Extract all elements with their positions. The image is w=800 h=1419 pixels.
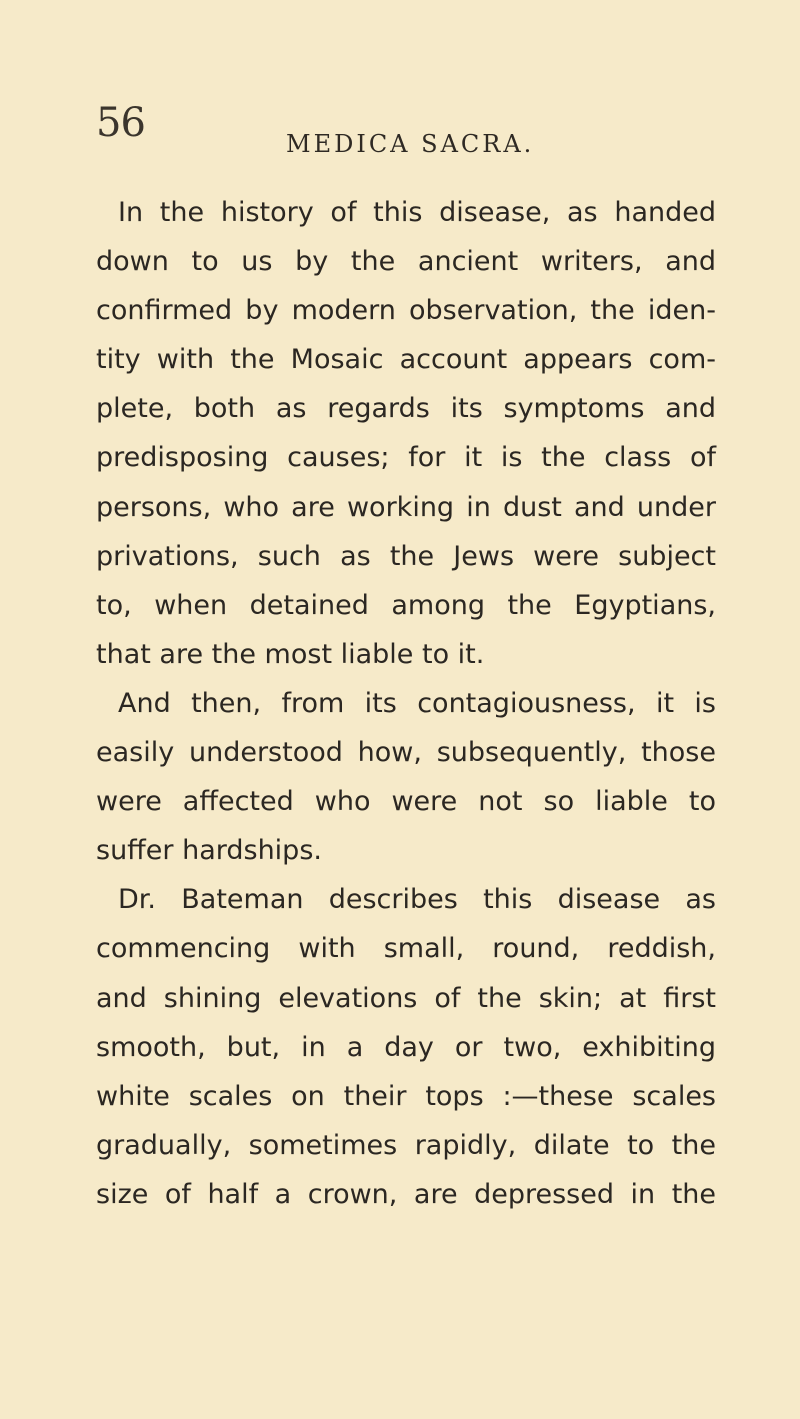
text-line: suffer hardships. xyxy=(96,835,322,867)
body-text xyxy=(96,188,716,1219)
text-line: confirmed by modern observation, the iden- xyxy=(96,295,716,327)
text-line: plete, both as regards its symptoms and xyxy=(96,393,716,425)
page-header xyxy=(96,100,716,160)
text-line: white scales on their tops :—these scales xyxy=(96,1080,716,1112)
text-line: In the history of this disease, as handed xyxy=(118,197,716,228)
text-line: easily understood how, subsequently, those xyxy=(96,737,716,769)
running-head: MEDICA SACRA. xyxy=(286,130,535,158)
text-line: were affected who were not so liable to xyxy=(96,786,716,818)
text-line: tity with the Mosaic account appears com- xyxy=(96,344,716,376)
text-line: predisposing causes; for it is the class of xyxy=(96,442,716,474)
text-line: size of half a crown, are depressed in the xyxy=(96,1178,716,1210)
text-line: gradually, sometimes rapidly, dilate to the xyxy=(96,1129,716,1161)
text-line: to, when detained among the Egyptians, xyxy=(96,589,716,621)
text-line: down to us by the ancient writers, and xyxy=(96,246,716,278)
text-line: commencing with small, round, reddish, xyxy=(96,933,716,965)
text-line: And then, from its contagiousness, it is xyxy=(118,687,716,719)
text-line: privations, such as the Jews were subject xyxy=(96,540,716,572)
text-line: that are the most liable to it. xyxy=(96,638,485,670)
text-line: persons, who are working in dust and under xyxy=(96,491,716,523)
text-line: smooth, but, in a day or two, exhibiting xyxy=(96,1031,716,1063)
page-number: 56 xyxy=(96,100,145,146)
text-line: Dr. Bateman describes this disease as xyxy=(118,884,716,916)
text-line: and shining elevations of the skin; at first xyxy=(96,982,716,1014)
